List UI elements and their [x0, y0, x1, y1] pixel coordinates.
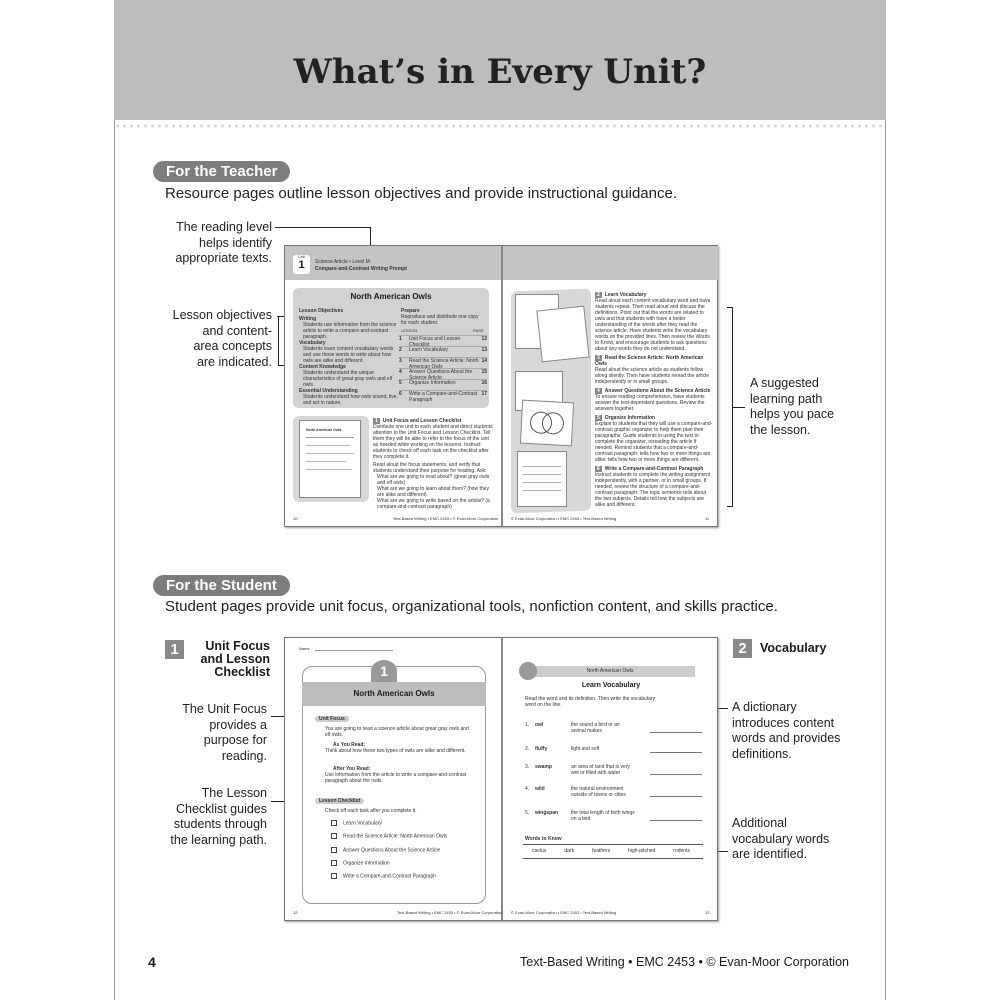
callout-unit-focus: The Unit Focus provides a purpose for reading. — [182, 702, 267, 763]
step1-heading: 1 Unit Focus and Lesson Checklist — [165, 640, 270, 679]
teacher-right-header — [503, 246, 718, 280]
footer-text: Text-Based Writing • EMC 2453 • © Evan-Moor Corporation — [397, 910, 503, 915]
footer-num: 10 — [293, 516, 298, 521]
vocab-row: 3. swamp an area of land that is very wet or filled with water — [525, 764, 705, 788]
teacher-intro: Resource pages outline lesson objectives and provide instructional guidance. — [165, 185, 677, 202]
vocab-row: 2. fluffy light and soft — [525, 746, 705, 766]
header-line2: Compare-and-Contrast Writing Prompt — [315, 266, 407, 272]
student-page-thumbnail: North American Owls — [299, 420, 361, 498]
callout-objectives: Lesson objectives and content- area concepts are indicated. — [172, 308, 272, 369]
teacher-spread — [284, 245, 718, 527]
footer-credit: Text-Based Writing • EMC 2453 • © Evan-Moor Corporation — [520, 955, 849, 969]
callout-additional: Additional vocabulary words are identified. — [732, 816, 830, 861]
objectives-title: North American Owls — [350, 292, 432, 301]
callout-checklist: The Lesson Checklist guides students through the learning path. — [170, 786, 267, 847]
dotted-divider — [114, 122, 886, 130]
checklist — [331, 820, 481, 881]
lesson-col: LESSON — [401, 328, 418, 333]
vocab-row: 5. wingspan the total length of both wings on a bird — [525, 810, 705, 834]
footer-text: © Evan-Moor Corporation • EMC 2453 • Text-Based Writing — [511, 910, 617, 915]
vocab-row: 4. wild the natural environment outside of towns or cities — [525, 786, 705, 810]
page-col: PAGE — [473, 328, 484, 333]
as-read-head: As You Read: — [333, 742, 366, 748]
checklist-item[interactable]: Learn Vocabulary — [331, 820, 481, 827]
footer-num: 11 — [705, 516, 710, 521]
callout-learning-path: A suggested learning path helps you pace the lesson. — [750, 376, 835, 437]
unit-badge: Unit 1 — [293, 255, 310, 274]
right-banner-text: North American Owls — [586, 668, 634, 674]
page-title: What’s in Every Unit? — [293, 52, 707, 92]
words-to-know: cactus dark feathers high-pitched rodents — [531, 848, 690, 854]
footer-text: © Evan-Moor Corporation • EMC 2453 • Text-Based Writing — [511, 516, 617, 521]
student-spread — [284, 637, 718, 921]
checklist-item[interactable]: Write a Compare-and-Contrast Paragraph — [331, 873, 481, 880]
words-to-know-head: Words to Know — [525, 836, 562, 842]
checklist-item[interactable]: Answer Questions About the Science Article — [331, 847, 481, 854]
callout-dictionary: A dictionary introduces content words and provides definitions. — [732, 700, 841, 761]
footer-num: 13 — [705, 910, 710, 915]
prepare-head: Prepare — [401, 308, 420, 314]
checklist-intro: Check off each task after you complete it. — [325, 808, 417, 814]
thumb-paragraph — [517, 451, 567, 507]
unit-title-banner: North American Owls — [302, 682, 486, 706]
as-read-text: Think about how these two types of owls are alike and different. — [325, 748, 466, 754]
checklist-item[interactable]: Organize Information — [331, 860, 481, 867]
unit-focus-head: Unit Focus — [315, 716, 349, 722]
lesson-table: 1 Unit Focus and Lesson Checklist 12 2 Learn Vocabulary 13 3 Read the Science Article: North American Owls 14 4 Answer Questions About the Science Article 15 5 Organize Information 16 6 Write a Compare-and-Contrast Paragraph 17 — [399, 336, 487, 403]
student-section-label: For the Student — [153, 575, 290, 596]
checklist-head: Lesson Checklist — [315, 798, 364, 804]
words-rule — [523, 844, 703, 845]
thumb-article — [536, 306, 589, 363]
header-line1: Science Article • Level M — [315, 259, 370, 265]
leader-line — [733, 407, 745, 408]
learn-vocab-title: Learn Vocabulary — [581, 682, 641, 689]
after-read-text: Use information from the article to write a compare-and-contrast paragraph about the owls. — [325, 772, 467, 784]
step1-text: 1 Unit Focus and Lesson Checklist Distribute one unit to each student and direct students' attention to the Unit Focus and Lesson Checklist. Tell them they will be able to refer to the focus of the unit as needed while working on the lessons. Instruct students to check off each task on the checklist after they complete it. Read aloud the focus statements, and verify that students understand their purpose for reading. Ask: What are we going to read about? (great gray owls and elf owls) What are we going to learn about them? (how they are alike and different) What are we going to write based on the article? (a compare-and-contrast paragraph) — [373, 418, 494, 510]
student-intro: Student pages provide unit focus, organizational tools, nonfiction content, and skills practice. — [165, 598, 778, 615]
callout-reading-level: The reading level helps identify appropriate texts. — [175, 220, 272, 265]
vocab-row: 1. owl the sound a bird or an animal makes — [525, 722, 705, 746]
vocab-instructions: Read the word and its definition. Then write the vocabulary word on the line. — [525, 696, 655, 708]
footer-num: 12 — [293, 910, 298, 915]
checklist-item[interactable]: Read the Science Article: North American Owls — [331, 833, 481, 840]
objectives-head: Lesson Objectives — [299, 308, 344, 314]
name-label: Name — [299, 646, 310, 651]
objectives-list: Writing Students use information from the science article to write a compare-and-contrast paragraph. Vocabulary Students learn content vocabulary words and use those words to write about how owls are alike and different. Content Knowledge Students understand the unique characteristics of great gray owls and elf owls. Essential Understanding Students understand how owls sound, live, and act in nature. — [299, 316, 398, 406]
words-rule — [523, 858, 703, 859]
thumb-organizer — [520, 400, 574, 447]
prepare-text: Reproduce and distribute one copy for each student. — [401, 314, 479, 326]
name-line — [315, 650, 393, 651]
footer-text: Text-Based Writing • EMC 2453 • © Evan-Moor Corporation — [393, 516, 499, 521]
unit-focus-text: You are going to read a science article about great gray owls and elf owls. — [325, 726, 469, 738]
page-number: 4 — [148, 954, 156, 970]
after-read-head: After You Read: — [333, 766, 371, 772]
unit-badge: 1 — [371, 660, 397, 682]
learning-path-steps: 2 Learn Vocabulary Read aloud each content vocabulary word and have students repeat. Then read aloud and discuss the definitions. Point out that the words are related to owls and that students with have a better understanding of the words after they read the science article. Have students write the vocabulary words on the provided lines. Then review the Words to Know, and encourage students to ask questions about any words they do not understand. 3 Read the Science Article: North American Owls Read aloud the science article as students follow along silently. Then have students reread the article independently or in small groups. 4 Answer Questions About the Science Article To ensure reading comprehension, have students answer the text-dependent questions. Review the answers together. 5 Organize Information Explain to students that they will use a compare-and-contrast graphic organizer to help them plan their paragraphs. Guide students in using the text to complete the organizer, rereading the article if needed. Remind students that a compare-and-contrast paragraph: tells how two or more things are alike; tells how two or more things are different. 6 Write a Compare-and-Contrast Paragraph Instruct students to complete the writing assignment independently, with a partner, or in small groups. If needed, review the structure of a compare-and-contrast paragraph: The topic sentence tells about the two subjects. Details tell how the subjects are alike and different. — [595, 292, 713, 508]
leader-line — [275, 227, 370, 228]
step2-heading: 2 Vocabulary — [733, 639, 826, 658]
teacher-section-label: For the Teacher — [153, 161, 290, 182]
